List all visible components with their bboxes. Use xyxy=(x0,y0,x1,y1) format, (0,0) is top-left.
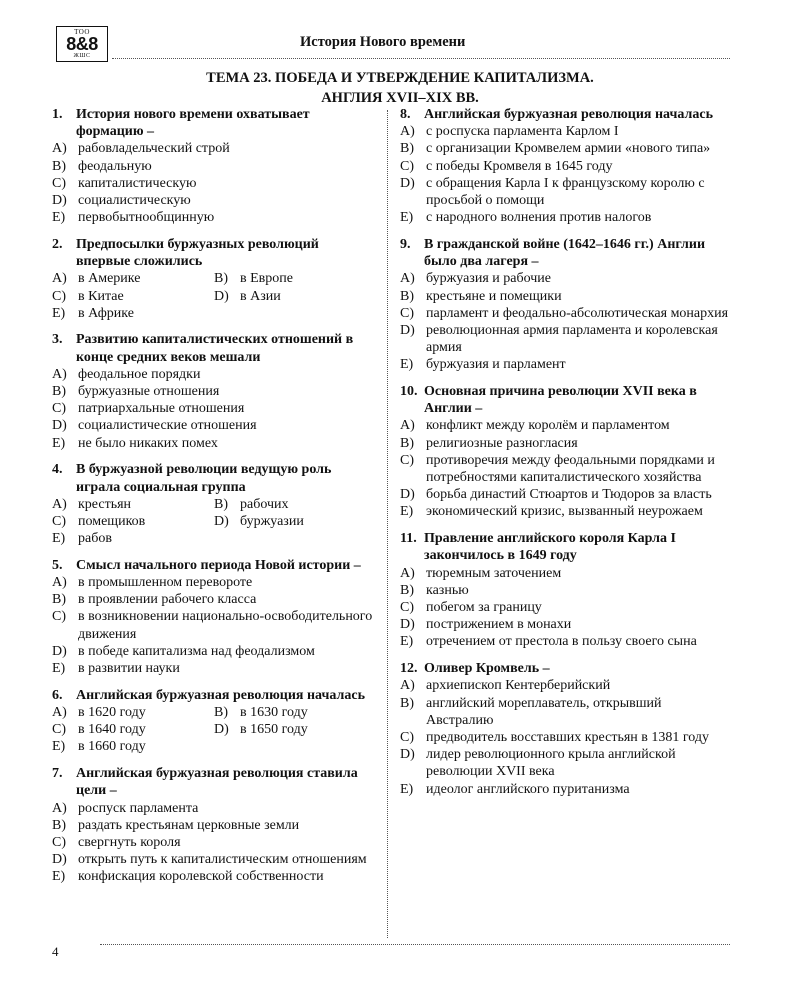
answer-option[interactable] xyxy=(400,633,730,650)
option-letter: B) xyxy=(214,496,228,512)
option-letter: C) xyxy=(400,452,414,468)
answer-option[interactable] xyxy=(400,677,730,694)
option-letter: E) xyxy=(400,357,414,373)
option-text: пострижением в монахи xyxy=(426,617,572,633)
question-number: 3. xyxy=(52,332,63,348)
option-letter: A) xyxy=(400,678,415,694)
answer-option[interactable] xyxy=(400,270,730,287)
option-text: буржуазия и парламент xyxy=(426,357,566,373)
question-block xyxy=(400,383,730,521)
question-block xyxy=(52,236,376,322)
option-text: идеолог английского пуританизма xyxy=(426,781,630,797)
answer-option[interactable] xyxy=(52,513,214,530)
option-text: помещиков xyxy=(78,513,146,529)
answer-option[interactable] xyxy=(214,721,376,738)
page-number: 4 xyxy=(52,944,59,959)
answer-option[interactable] xyxy=(52,305,376,322)
option-text: капиталистическую xyxy=(78,175,197,191)
option-text: с организации Кромвелем армии «нового типа» xyxy=(426,141,711,157)
answer-option[interactable] xyxy=(400,582,730,599)
question-block xyxy=(400,106,730,226)
option-text: в Азии xyxy=(240,288,281,304)
option-letter: A) xyxy=(52,271,67,287)
left-question-column xyxy=(52,106,376,895)
option-text: предводитель восставших крестьян в 1381 году xyxy=(426,729,709,745)
question-text: Смысл начального периода Новой истории – xyxy=(76,557,361,573)
question-heading xyxy=(400,660,730,677)
option-text: открыть путь к капиталистическим отношениям xyxy=(78,852,367,868)
answer-option[interactable] xyxy=(52,868,376,885)
answer-option[interactable] xyxy=(52,270,214,287)
option-letter: D) xyxy=(214,288,229,304)
option-letter: A) xyxy=(52,800,67,816)
answer-option[interactable] xyxy=(214,270,376,287)
answer-option[interactable] xyxy=(400,695,730,729)
answer-option[interactable] xyxy=(400,452,730,486)
answer-option[interactable] xyxy=(400,599,730,616)
option-letter: E) xyxy=(52,739,66,755)
answer-option[interactable] xyxy=(400,781,730,798)
option-text: отречением от престола в пользу своего сына xyxy=(426,634,697,650)
option-letter: D) xyxy=(400,617,415,633)
question-number: 12. xyxy=(400,661,418,677)
answer-option[interactable] xyxy=(52,800,376,817)
answer-option[interactable] xyxy=(52,158,376,175)
option-text: крестьян xyxy=(78,496,132,512)
answer-option[interactable] xyxy=(52,834,376,851)
option-row xyxy=(52,721,376,738)
question-number: 2. xyxy=(52,236,63,252)
option-text: в проявлении рабочего класса xyxy=(78,592,257,608)
answer-option[interactable] xyxy=(400,305,730,322)
option-text: социалистические отношения xyxy=(78,418,257,434)
option-text: в Африке xyxy=(78,305,134,321)
option-row xyxy=(52,288,376,305)
answer-option[interactable] xyxy=(400,140,730,157)
option-letter: B) xyxy=(400,582,414,598)
answer-option[interactable] xyxy=(52,721,214,738)
answer-option[interactable] xyxy=(400,746,730,780)
column-divider xyxy=(387,110,388,938)
answer-option[interactable] xyxy=(400,288,730,305)
option-text: с народного волнения против налогов xyxy=(426,210,652,226)
question-block xyxy=(400,236,730,374)
answer-option[interactable] xyxy=(400,123,730,140)
option-text: с обращения Карла I к французскому королю с просьбой о помощи xyxy=(426,175,705,209)
option-letter: E) xyxy=(400,210,414,226)
answer-option[interactable] xyxy=(52,192,376,209)
option-text: лидер революционного крыла английской революции XVII века xyxy=(426,747,676,780)
publisher-logo xyxy=(56,26,108,62)
question-number: 8. xyxy=(400,107,411,122)
option-text: феодальное порядки xyxy=(78,366,201,382)
option-letter: C) xyxy=(52,288,66,304)
option-letter: C) xyxy=(52,834,66,850)
question-heading xyxy=(52,765,376,799)
question-text: Основная причина революции XVII века в Англии – xyxy=(424,384,697,417)
answer-option[interactable] xyxy=(52,400,376,417)
option-letter: B) xyxy=(52,384,66,400)
logo-main-text: 8&8 xyxy=(66,34,98,54)
answer-option[interactable] xyxy=(52,704,214,721)
option-text: первобытнообщинную xyxy=(78,210,215,226)
question-text: Развитию капиталистических отношений в конце средних веков мешали xyxy=(76,332,354,365)
option-text: в 1640 году xyxy=(78,722,146,738)
question-text: История нового времени охватывает формацию – xyxy=(76,107,310,140)
option-letter: D) xyxy=(52,852,67,868)
option-letter: D) xyxy=(52,418,67,434)
option-text: в победе капитализма над феодализмом xyxy=(78,643,315,659)
answer-option[interactable] xyxy=(52,851,376,868)
option-text: раздать крестьянам церковные земли xyxy=(78,817,300,833)
question-block xyxy=(52,106,376,226)
question-number: 1. xyxy=(52,107,63,122)
option-text: противоречия между феодальными порядками и потребностями капиталистического хозяйства xyxy=(426,452,715,486)
answer-option[interactable] xyxy=(214,513,376,530)
option-letter: A) xyxy=(400,271,415,287)
answer-option[interactable] xyxy=(400,175,730,209)
question-text: Оливер Кромвель – xyxy=(424,661,550,677)
option-text: конфискация королевской собственности xyxy=(78,869,324,885)
option-letter: A) xyxy=(52,705,67,720)
option-letter: C) xyxy=(400,729,414,745)
option-letter: B) xyxy=(400,288,414,304)
theme-title xyxy=(0,68,800,108)
answer-option[interactable] xyxy=(400,565,730,582)
question-heading xyxy=(400,383,730,417)
option-letter: A) xyxy=(400,418,415,434)
option-letter: A) xyxy=(52,366,67,382)
answer-option[interactable] xyxy=(400,209,730,226)
option-text: в 1660 году xyxy=(78,739,146,755)
answer-option[interactable] xyxy=(52,530,376,547)
option-letter: C) xyxy=(52,175,66,191)
option-text: борьба династий Стюартов и Тюдоров за власть xyxy=(426,487,712,503)
option-text: в 1650 году xyxy=(240,722,308,738)
question-heading xyxy=(52,461,376,495)
question-number: 4. xyxy=(52,462,63,478)
option-letter: E) xyxy=(52,661,66,677)
option-text: свергнуть короля xyxy=(78,834,181,850)
option-text: роспуск парламента xyxy=(78,800,199,816)
option-letter: E) xyxy=(400,634,414,650)
answer-option[interactable] xyxy=(52,574,376,591)
option-text: в Америке xyxy=(78,271,141,287)
option-text: побегом за границу xyxy=(426,599,542,615)
header-divider xyxy=(112,58,730,59)
option-text: с победы Кромвеля в 1645 году xyxy=(426,158,613,174)
question-number: 6. xyxy=(52,687,63,703)
question-text: В буржуазной революции ведущую роль играла социальная группа xyxy=(76,462,332,495)
option-row xyxy=(52,270,376,287)
question-number: 5. xyxy=(52,557,63,573)
option-letter: E) xyxy=(52,435,66,451)
option-letter: D) xyxy=(400,747,415,763)
option-text: тюремным заточением xyxy=(426,565,562,581)
option-text: в 1630 году xyxy=(240,705,308,720)
option-letter: A) xyxy=(52,575,67,591)
option-text: архиепископ Кентерберийский xyxy=(426,678,611,694)
question-heading xyxy=(52,106,376,140)
option-text: в развитии науки xyxy=(78,661,180,677)
answer-option[interactable] xyxy=(400,158,730,175)
option-text: феодальную xyxy=(78,158,152,174)
question-text: Английская буржуазная революция ставила цели – xyxy=(76,766,358,799)
option-letter: C) xyxy=(52,609,66,625)
question-block xyxy=(52,461,376,547)
question-heading xyxy=(52,236,376,270)
option-text: патриархальные отношения xyxy=(78,401,245,417)
option-text: казнью xyxy=(426,582,469,598)
answer-option[interactable] xyxy=(400,356,730,373)
option-letter: A) xyxy=(52,496,67,512)
question-block xyxy=(52,687,376,756)
theme-title-line-2: АНГЛИЯ XVII–XIX ВВ. xyxy=(321,90,479,106)
option-letter: D) xyxy=(52,643,67,659)
answer-option[interactable] xyxy=(52,288,214,305)
option-row xyxy=(52,704,376,721)
option-text: в возникновении национально-освободительного движения xyxy=(78,609,373,642)
answer-option[interactable] xyxy=(52,417,376,434)
option-text: рабочих xyxy=(240,496,289,512)
question-heading xyxy=(52,687,376,704)
answer-option[interactable] xyxy=(52,643,376,660)
option-letter: D) xyxy=(400,322,415,338)
answer-option[interactable] xyxy=(400,417,730,434)
option-letter: C) xyxy=(400,158,414,174)
option-text: крестьяне и помещики xyxy=(426,288,562,304)
option-letter: D) xyxy=(214,513,229,529)
question-heading xyxy=(52,557,376,574)
answer-option[interactable] xyxy=(52,738,376,755)
option-text: рабовладельческий строй xyxy=(78,141,230,157)
option-row xyxy=(52,513,376,530)
footer-divider xyxy=(100,944,730,945)
option-text: парламент и феодально-абсолютическая монархия xyxy=(426,305,729,321)
option-text: в 1620 году xyxy=(78,705,146,720)
question-number: 7. xyxy=(52,766,63,782)
running-header-title: История Нового времени xyxy=(300,34,466,50)
answer-option[interactable] xyxy=(52,817,376,834)
option-text: революционная армия парламента и королевская армия xyxy=(426,322,718,356)
option-text: буржуазные отношения xyxy=(78,384,220,400)
option-text: в промышленном перевороте xyxy=(78,575,253,591)
answer-option[interactable] xyxy=(52,209,376,226)
question-text: Английская буржуазная революция началась xyxy=(424,107,713,122)
option-letter: D) xyxy=(400,175,415,191)
question-block xyxy=(52,331,376,451)
theme-title-line-1: ТЕМА 23. ПОБЕДА И УТВЕРЖДЕНИЕ КАПИТАЛИЗМА. xyxy=(206,70,594,86)
question-text: Предпосылки буржуазных революций впервые сложились xyxy=(76,236,319,270)
option-letter: B) xyxy=(52,817,66,833)
option-text: социалистическую xyxy=(78,193,191,209)
option-text: не было никаких помех xyxy=(78,435,218,451)
question-block xyxy=(52,765,376,885)
question-block xyxy=(52,557,376,677)
option-letter: A) xyxy=(52,141,67,157)
answer-option[interactable] xyxy=(52,608,376,642)
option-letter: A) xyxy=(400,124,415,140)
logo-top-text: ТОО xyxy=(74,28,90,36)
option-letter: C) xyxy=(400,599,414,615)
question-block xyxy=(400,530,730,650)
logo-bottom-text: ЖШС xyxy=(73,53,91,59)
option-letter: E) xyxy=(52,869,66,885)
option-text: с роспуска парламента Карлом I xyxy=(426,124,619,140)
option-letter: B) xyxy=(400,435,414,451)
answer-option[interactable] xyxy=(400,486,730,503)
option-text: религиозные разногласия xyxy=(426,435,578,451)
question-heading xyxy=(400,106,730,123)
option-text: в Китае xyxy=(78,288,124,304)
option-letter: C) xyxy=(52,722,66,738)
answer-option[interactable] xyxy=(214,704,376,721)
answer-option[interactable] xyxy=(52,660,376,677)
answer-option[interactable] xyxy=(52,435,376,452)
option-letter: C) xyxy=(52,513,66,529)
answer-option[interactable] xyxy=(400,616,730,633)
question-number: 9. xyxy=(400,236,411,252)
question-heading xyxy=(400,236,730,270)
option-text: экономический кризис, вызванный неурожаем xyxy=(426,504,703,520)
option-letter: B) xyxy=(214,271,228,287)
option-text: конфликт между королём и парламентом xyxy=(426,418,670,434)
option-row xyxy=(52,496,376,513)
answer-option[interactable] xyxy=(214,288,376,305)
option-letter: D) xyxy=(52,193,67,209)
answer-option[interactable] xyxy=(400,435,730,452)
question-number: 10. xyxy=(400,384,418,400)
option-letter: D) xyxy=(214,722,229,738)
question-number: 11. xyxy=(400,531,417,547)
question-text: В гражданской войне (1642–1646 гг.) Англии было два лагеря – xyxy=(424,236,706,270)
option-letter: E) xyxy=(400,504,414,520)
option-text: в Европе xyxy=(240,271,293,287)
question-text: Английская буржуазная революция началась xyxy=(76,687,365,703)
question-block xyxy=(400,660,730,798)
option-letter: C) xyxy=(52,401,66,417)
option-letter: D) xyxy=(400,487,415,503)
option-text: буржуазии xyxy=(240,513,304,529)
option-text: буржуазия и рабочие xyxy=(426,271,551,287)
answer-option[interactable] xyxy=(52,140,376,157)
question-text: Правление английского короля Карла I закончилось в 1649 году xyxy=(424,531,676,564)
answer-option[interactable] xyxy=(52,383,376,400)
question-heading xyxy=(400,530,730,564)
answer-option[interactable] xyxy=(52,366,376,383)
option-letter: E) xyxy=(52,531,66,547)
answer-option[interactable] xyxy=(400,503,730,520)
option-text: английский мореплаватель, открывший Австралию xyxy=(426,695,662,728)
option-letter: E) xyxy=(52,210,66,226)
option-letter: B) xyxy=(214,705,228,720)
option-letter: E) xyxy=(400,781,414,797)
answer-option[interactable] xyxy=(400,322,730,356)
answer-option[interactable] xyxy=(400,729,730,746)
option-text: рабов xyxy=(78,531,112,547)
answer-option[interactable] xyxy=(52,496,214,513)
right-question-column xyxy=(400,106,730,807)
option-letter: B) xyxy=(52,158,66,174)
option-letter: B) xyxy=(400,141,414,157)
option-letter: B) xyxy=(52,592,66,608)
answer-option[interactable] xyxy=(214,496,376,513)
option-letter: A) xyxy=(400,565,415,581)
answer-option[interactable] xyxy=(52,175,376,192)
question-heading xyxy=(52,331,376,365)
option-letter: E) xyxy=(52,305,66,321)
option-letter: C) xyxy=(400,305,414,321)
option-letter: B) xyxy=(400,695,414,711)
answer-option[interactable] xyxy=(52,591,376,608)
